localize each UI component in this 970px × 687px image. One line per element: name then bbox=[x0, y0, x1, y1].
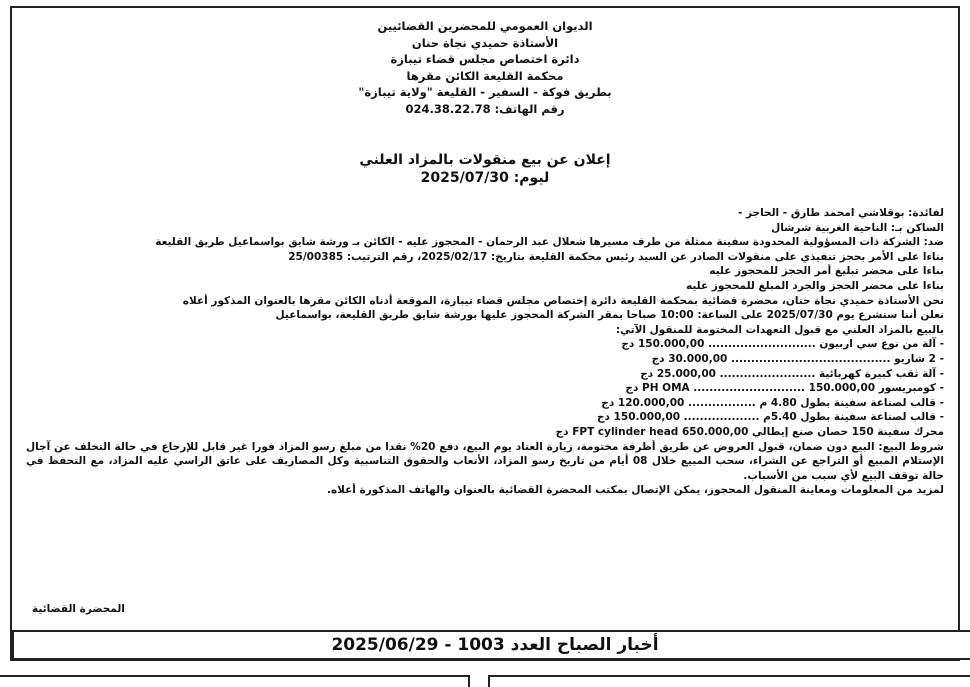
sale-item: - كومبريسور PH OMA ............................ 150.000,00 دج bbox=[625, 382, 944, 395]
title-date: ليوم: 2025/07/30 bbox=[420, 170, 550, 186]
next-notice-left-border bbox=[0, 675, 470, 687]
header-jurisdiction: دائرة اختصاص مجلس قضاء تيبازة bbox=[390, 52, 580, 66]
header-court: محكمة القليعة الكائن مقرها bbox=[406, 68, 564, 83]
sale-item: - 2 شاريو ........................................ 30.000,00 دج bbox=[651, 352, 944, 365]
office-header bbox=[12, 18, 958, 117]
contact-line: لمزيد من المعلومات ومعاينة المنقول المحجوز، يمكن الإتصال بمكتب المحضرة القضائية بالعنوان والهاتف المذكورة أعلاه. bbox=[326, 484, 944, 497]
sale-item: - آلة من نوع سي اربيون ........................... 150.000,00 دج bbox=[621, 338, 944, 351]
sale-date-line: نعلن أننا سنشرع يوم 2025/07/30 على الساعة: 10:00 صباحا بمقر الشركة المحجوز عليها بورشة شايق طريق القليعة، بواسماعيل bbox=[275, 309, 944, 322]
against-line: ضد: الشركة ذات المسؤولية المحدودة سفينة ممثلة من طرف مسيرها شعلال عبد الرحمان - المحجوز عليه - الكائن بـ ورشة شايق بواسماعيل طريق القليعة bbox=[155, 236, 944, 249]
auction-line: بالبيع بالمزاد العلني مع قبول التعهدات المختومة للمنقول الآتي: bbox=[615, 323, 944, 336]
sale-item: محرك سفينة 150 حصان صنع إيطالي FPT cylinder head 650.000,00 دج bbox=[555, 425, 944, 438]
residence-line: الساكن بـ: الناحية الغربية شرشال bbox=[771, 221, 944, 234]
header-address: بطريق فوكة - السفير - القليعة "ولاية تيبازة" bbox=[358, 85, 612, 99]
sale-item: - قالب لصناعة سفينة بطول 4.80 م ................. 120.000,00 دج bbox=[601, 396, 944, 409]
sale-item: - قالب لصناعة سفينة بطول 5.40م ................... 150.000,00 دج bbox=[596, 411, 944, 424]
announcement-frame bbox=[10, 6, 960, 661]
sale-item: - آلة ثقب كبيرة كهربائية ........................ 25.000,00 دج bbox=[640, 367, 944, 380]
announcement-body bbox=[26, 206, 944, 498]
sale-conditions: شروط البيع: البيع دون ضمان، قبول العروض عن طريق أظرفة مختومة، زيارة العتاد يوم البيع، دفع 20% نقدا من مبلغ رسو المزاد فورا غير قابل للإرجاع في حالة التخلف عن آجال الإستلام المبيع أو التراجع عن الشراء، سحب المبيع خلال 08 أيام من تاريخ رسو المزاد، الأتعاب والحقوق التناسبية وكل المصاريف على عاتق الراسي عليه المزاد، مع التحفظ في حالة توقف البيع لأي سبب من الأسباب. bbox=[26, 440, 944, 482]
header-bailiff-name: الأستاذة حميدي نجاة حنان bbox=[411, 35, 559, 50]
newspaper-footer: أخبار الصباح العدد 1003 - 2025/06/29 bbox=[12, 630, 970, 660]
notification-line: بناءا على محضر تبليغ أمر الحجز للمحجوز عليه bbox=[709, 265, 944, 278]
bailiff-line: نحن الأستاذة حميدي نجاة حنان، محضرة قضائية بمحكمة القليعة دائرة إختصاص مجلس قضاء تيبازة، الموقعة أدناه الكائن مقرها بالعنوان المذكور أعلاه bbox=[182, 294, 944, 307]
beneficiary-line: لفائدة: بوقلاشي امحمد طارق - الحاجز - bbox=[737, 207, 944, 219]
announcement-title bbox=[12, 151, 958, 187]
signature: المحضرة القضائية bbox=[32, 603, 125, 615]
title-main: إعلان عن بيع منقولات بالمزاد العلني bbox=[359, 152, 611, 168]
header-phone: رقم الهاتف: 024.38.22.78 bbox=[405, 101, 565, 116]
header-office-name: الديوان العمومي للمحضرين القضائيين bbox=[377, 19, 593, 33]
next-notice-right-border bbox=[488, 675, 970, 687]
inventory-line: بناءا على محضر الحجز والجرد المبلغ للمحجوز عليه bbox=[686, 279, 944, 292]
order-line: بناءا على الأمر بحجز تنفيذي على منقولات الصادر عن السيد رئيس محكمة القليعة بتاريخ: 2025/02/17، رقم الترتيب: 25/00385 bbox=[288, 250, 944, 263]
